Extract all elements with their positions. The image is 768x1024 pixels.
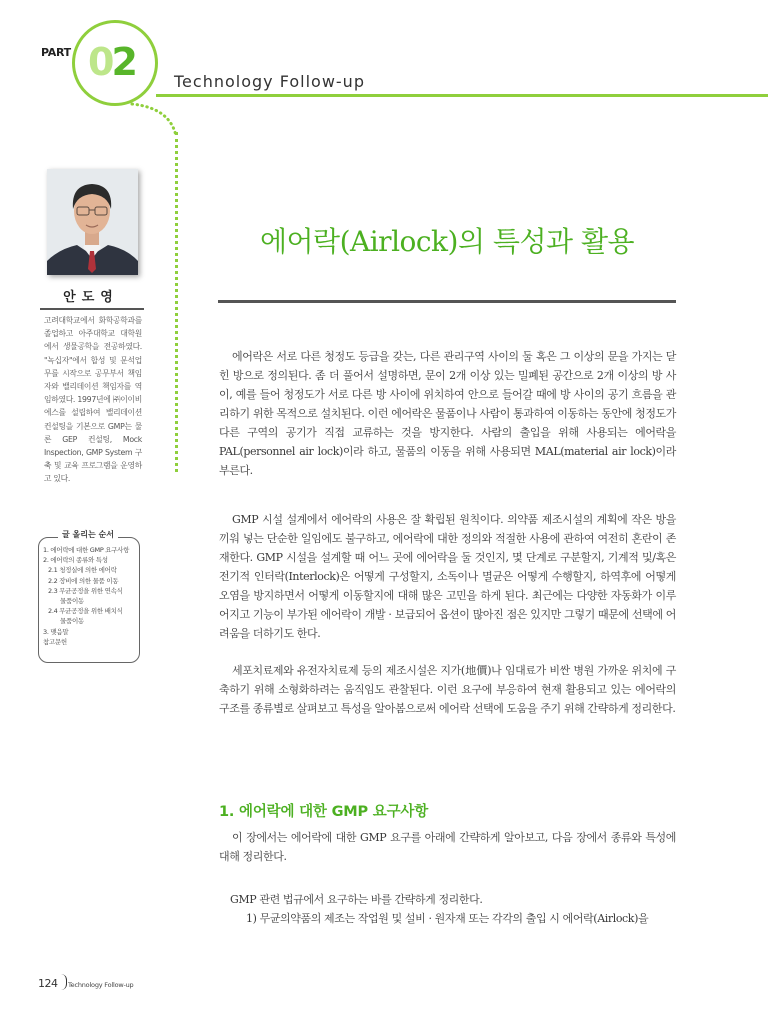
toc-item: 물품이동 xyxy=(60,597,84,606)
toc-item: 3. 맺음말 xyxy=(43,627,69,636)
toc-item: 2.1 청정실에 의한 에어락 xyxy=(48,566,117,575)
article-paragraph-2 xyxy=(219,510,676,643)
page-number: 124 xyxy=(38,977,58,990)
toc-list xyxy=(43,545,139,647)
toc-item: 1. 에어락에 대한 GMP 요구사항 xyxy=(43,546,130,554)
author-rule xyxy=(40,308,144,310)
paragraph-text: 에어락은 서로 다른 청정도 등급을 갖는, 다른 관리구역 사이의 둘 혹은 그 이상의 문을 가지는 닫힌 방으로 정의된다. 좀 더 풀어서 설명하면, 문이 2개 이상 있는 밀폐된 공간으로 2개 이상의 방 사이, 예를 들어 청정도가 서로 다른 방 사이에 위치하여 안으로 들어갈 때에 방 사이의 공기 흐름을 관리하기 위한 목적으로 설치된다. 이런 에어락은 물품이나 사람이 통과하여 이동하는 동안에 청정도가 다른 구역의 공기가 직접 교류하는 것을 방지한다. 사람의 출입을 위해 사용되는 에어락을 PAL(personnel air lock)이라 하고, 물품의 이동을 위해 사용되면 MAL(material air lock)이라 부른다. xyxy=(219,350,676,477)
paragraph-text: 세포치료제와 유전자치료제 등의 제조시설은 지가(地價)나 임대료가 비싼 병원 가까운 위치에 구축하기 위해 소형화하려는 움직임도 관찰된다. 이런 요구에 부응하여 현재 활용되고 있는 에어락의 구조를 종류별로 살펴보고 특성을 알아봄으로써 에어락 선택에 도움을 주기 위해 간략하게 정리한다. xyxy=(219,664,676,715)
part-number-zero: 0 xyxy=(88,40,112,84)
toc-item: 참고문헌 xyxy=(43,637,67,646)
page-number-bracket xyxy=(61,974,67,990)
toc-item: 2.2 장비에 의한 물품 이동 xyxy=(48,576,119,585)
article-paragraph-3 xyxy=(219,661,676,718)
section-paragraph xyxy=(219,828,676,866)
footer-running-title: Technology Follow-up xyxy=(68,981,134,989)
toc-item: 물품이동 xyxy=(60,617,84,626)
article-paragraph-1 xyxy=(219,347,676,480)
paragraph-text: GMP 시설 설계에서 에어락의 사용은 잘 확립된 원칙이다. 의약품 제조시설의 계획에 작은 방을 끼워 넣는 단순한 일임에도 불구하고, 에어락에 대한 정의와 적절한 사용에 관하여 여전히 혼란이 존재한다. GMP 시설을 설계할 때 어느 곳에 에어락을 둘 것인지, 몇 단계로 구분할지, 기계적 및/혹은 전기적 인터락(Interlock)은 어떻게 구성할지, 소독이나 멸균은 어떻게 수행할지, 하역후에 어떻게 오염을 방지하면서 어떻게 이동할지에 대해 많은 고민을 하게 된다. 최근에는 다양한 자동화가 이루어지고 기능이 부가된 에어락이 개발 · 보급되어 옵션이 많아진 점은 있지만 그렇기 때문에 선택에 어려움을 더하기도 한다. xyxy=(219,513,676,640)
dotted-connector-curve xyxy=(130,100,180,140)
article-title: 에어락(Airlock)의 특성과 활용 xyxy=(259,225,635,258)
author-photo xyxy=(47,169,138,275)
header-rule xyxy=(156,94,768,97)
part-number xyxy=(88,40,135,84)
toc-item: 2. 에어락의 종류와 특성 xyxy=(43,556,108,565)
paragraph-text: 이 장에서는 에어락에 대한 GMP 요구를 아래에 간략하게 알아보고, 다음 장에서 종류와 특성에 대해 정리한다. xyxy=(219,831,676,863)
part-number-two: 2 xyxy=(111,40,135,84)
toc-title: 글 올리는 순서 xyxy=(58,529,118,540)
toc-item: 2.3 무균공정을 위한 연속식 xyxy=(48,586,123,595)
author-name: 안도영 xyxy=(63,290,119,305)
author-bio: 고려대학교에서 화학공학과를 졸업하고 아주대학교 대학원에서 생물공학을 전공하였다. "녹십자"에서 합성 및 문석업무를 시작으로 공무부서 책임자와 밸리데이션 책임자를 역임하였다. 1997년에 ㈜이이비에스를 설립하여 밸리데이션 컨설팅을 기본으로 GMP는 물론 GEP 컨설팅, Mock Inspection, GMP System 구축 및 교육 프로그램을 운영하고 있다. xyxy=(44,316,142,484)
section-heading: 1. 에어락에 대한 GMP 요구사항 xyxy=(219,804,429,820)
toc-item: 2.4 무균공정을 위한 배치식 xyxy=(48,607,123,616)
regulation-item: 1) 무균의약품의 제조는 작업원 및 설비 · 원자재 또는 각각의 출입 시 에어락(Airlock)을 xyxy=(246,912,649,925)
title-rule xyxy=(218,300,676,303)
section-running-title: Technology Follow-up xyxy=(174,72,365,91)
regulation-intro: GMP 관련 법규에서 요구하는 바를 간략하게 정리한다. xyxy=(230,893,483,906)
dotted-vertical-divider xyxy=(175,132,178,472)
part-label: PART xyxy=(41,46,71,59)
